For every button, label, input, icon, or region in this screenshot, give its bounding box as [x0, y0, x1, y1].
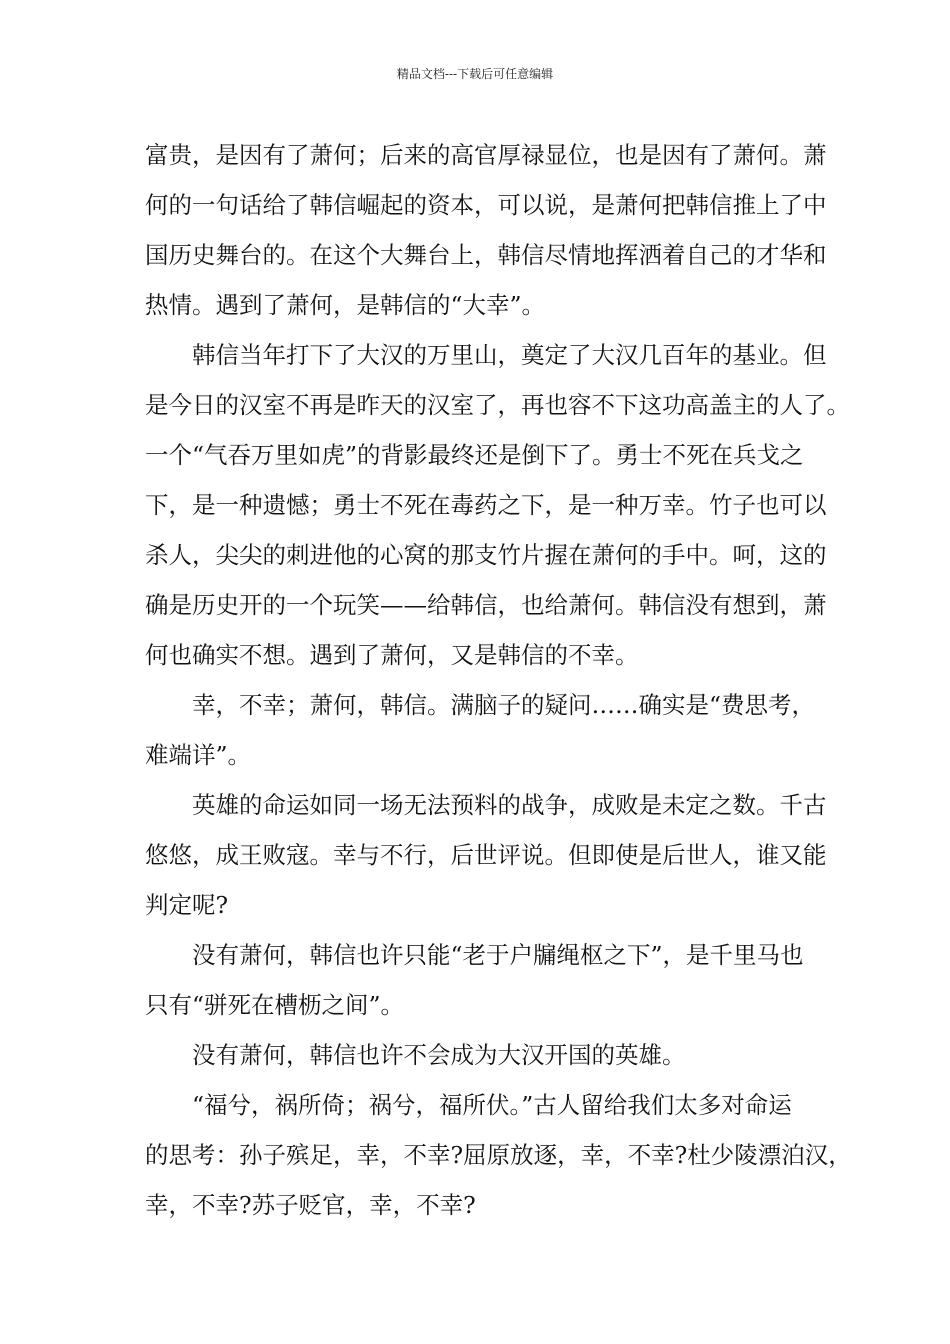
document-body — [145, 130, 852, 1230]
paragraph — [145, 1030, 811, 1080]
text-line: 判定呢? — [145, 891, 229, 919]
text-line: 国历史舞台的。在这个大舞台上，韩信尽情地挥洒着自己的才华和 — [145, 241, 827, 269]
paragraph — [145, 130, 827, 330]
text-line: 幸，不幸?苏子贬官，幸，不幸? — [145, 1191, 476, 1219]
page-header: 精品文档---下载后可任意编辑 — [396, 67, 554, 81]
text-line: 的思考：孙子殡足，幸，不幸?屈原放逐，幸，不幸?杜少陵漂泊汉， — [145, 1141, 852, 1169]
text-line: 热情。遇到了萧何，是韩信的“大幸”。 — [145, 291, 546, 319]
text-line: 下，是一种遗憾；勇士不死在毒药之下，是一种万幸。竹子也可以 — [145, 491, 827, 519]
text-line: 难端详”。 — [145, 741, 252, 769]
text-line: 富贵，是因有了萧何；后来的高官厚禄显位，也是因有了萧何。萧 — [145, 141, 827, 169]
text-line: 没有萧何，韩信也许不会成为大汉开国的英雄。 — [192, 1041, 686, 1069]
text-line: 一个“气吞万里如虎”的背影最终还是倒下了。勇士不死在兵戈之 — [145, 441, 804, 469]
text-line: 英雄的命运如同一场无法预料的战争，成败是未定之数。千古 — [192, 791, 827, 819]
text-line: 何的一句话给了韩信崛起的资本，可以说，是萧何把韩信推上了中 — [145, 191, 827, 219]
text-line: “福兮，祸所倚；祸兮，福所伏。”古人留给我们太多对命运 — [192, 1091, 792, 1119]
paragraph — [145, 780, 827, 930]
paragraph — [145, 1080, 852, 1230]
paragraph — [145, 930, 811, 1030]
text-line: 只有“骈死在槽枥之间”。 — [145, 991, 405, 1019]
text-line: 确是历史开的一个玩笑——给韩信，也给萧何。韩信没有想到，萧 — [145, 591, 827, 619]
paragraph — [145, 680, 816, 780]
text-line: 何也确实不想。遇到了萧何，又是韩信的不幸。 — [145, 641, 639, 669]
text-line: 韩信当年打下了大汉的万里山，奠定了大汉几百年的基业。但 — [192, 341, 827, 369]
text-line: 没有萧何，韩信也许只能“老于户牖绳枢之下”，是千里马也 — [192, 941, 804, 969]
text-line: 幸，不幸；萧何，韩信。满脑子的疑问……确实是“费思考， — [192, 691, 816, 719]
text-line: 杀人，尖尖的刺进他的心窝的那支竹片握在萧何的手中。呵，这的 — [145, 541, 827, 569]
text-line: 悠悠，成王败寇。幸与不行，后世评说。但即使是后世人，谁又能 — [145, 841, 827, 869]
text-line: 是今日的汉室不再是昨天的汉室了，再也容不下这功高盖主的人了。 — [145, 391, 850, 419]
paragraph — [145, 330, 850, 680]
